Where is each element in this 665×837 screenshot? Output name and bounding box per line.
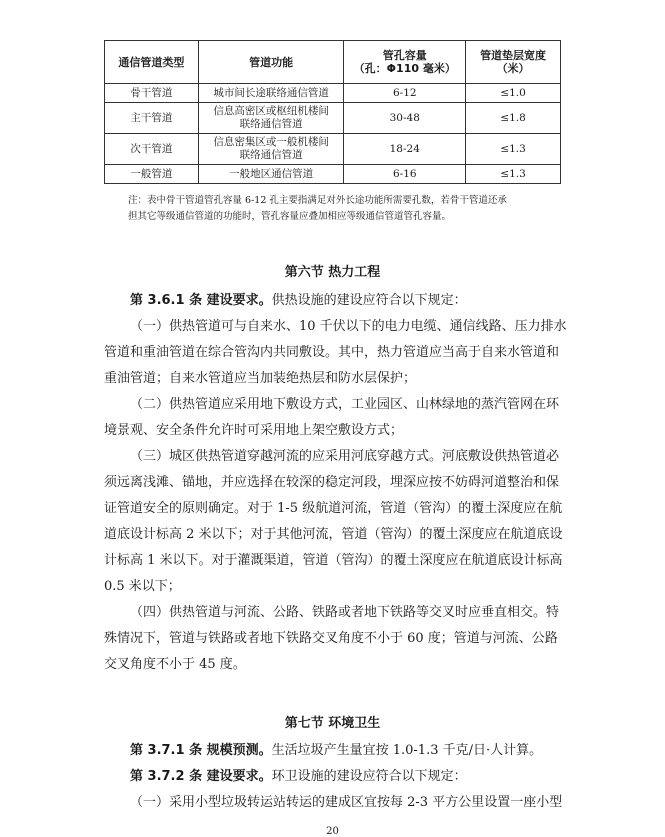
text-line: （一）采用小型垃圾转运站转运的建成区宜按每 2-3 平方公里设置一座小型 bbox=[130, 795, 563, 810]
cell-type: 次干管道 bbox=[105, 134, 199, 165]
text-line: 殊情况下，管道与铁路或者地下铁路交叉角度不小于 60 度；管道与河流、公路 bbox=[104, 631, 558, 646]
table-header-row bbox=[105, 41, 561, 84]
cell-function: 信息密集区或一般机楼间 联络通信管道 bbox=[198, 134, 344, 165]
article-text: 供热设施的建设应符合以下规定： bbox=[271, 293, 467, 308]
paragraph-1 bbox=[104, 314, 570, 392]
text-line: 0.5 米以下； bbox=[104, 579, 181, 594]
note-line: 担其它等级通信管道的功能时，管孔容量应叠加相应等级通信管道管孔容量。 bbox=[128, 211, 452, 222]
cell-type: 一般管道 bbox=[105, 165, 199, 184]
page-number: 20 bbox=[326, 826, 339, 837]
paragraph-4 bbox=[104, 600, 570, 678]
section-heading: 第七节 环境卫生 bbox=[284, 716, 381, 731]
section-heading: 第六节 热力工程 bbox=[284, 265, 381, 280]
article-heading: 第 3.7.1 条 规模预测。 bbox=[130, 743, 272, 758]
cell-type: 主干管道 bbox=[105, 103, 199, 134]
text-line: （一）供热管道可与自来水、10 千伏以下的电力电缆、通信线路、压力排水 bbox=[130, 319, 567, 334]
article-heading: 第 3.6.1 条 建设要求。 bbox=[130, 293, 272, 308]
cell-function: 城市间长途联络通信管道 bbox=[198, 84, 344, 103]
article-text: 生活垃圾产生量宜按 1.0-1.3 千克/日·人计算。 bbox=[271, 743, 543, 758]
table-row bbox=[105, 103, 561, 134]
text-line: 证管道安全的原则确定。对于 1-5 级航道河流，管道（管沟）的覆土深度应在航 bbox=[104, 501, 563, 516]
table-row bbox=[105, 134, 561, 165]
cell-width: ≤1.8 bbox=[466, 103, 561, 134]
table-row bbox=[105, 165, 561, 184]
text-line: （三）城区供热管道穿越河流的应采用河底穿越方式。河底敷设供热管道必 bbox=[130, 449, 560, 464]
cell-capacity: 6-16 bbox=[344, 165, 466, 184]
article-3-7-1 bbox=[104, 738, 570, 764]
paragraph-env-1 bbox=[104, 790, 570, 816]
note-line: 注：表中骨干管道管孔容量 6-12 孔主要指满足对外长途功能所需要孔数，若骨干管道还承 bbox=[128, 195, 507, 206]
paragraph-2 bbox=[104, 392, 570, 444]
cell-width: ≤1.3 bbox=[466, 165, 561, 184]
table-row bbox=[105, 84, 561, 103]
cell-capacity: 18-24 bbox=[344, 134, 466, 165]
header-width: 管道垫层宽度 （米） bbox=[466, 41, 561, 84]
paragraph-3 bbox=[104, 444, 570, 600]
article-3-6-1 bbox=[104, 288, 570, 314]
cell-width: ≤1.3 bbox=[466, 134, 561, 165]
article-text: 环卫设施的建设应符合以下规定： bbox=[271, 769, 467, 784]
table-note bbox=[128, 193, 568, 225]
text-line: （二）供热管道应采用地下敷设方式，工业园区、山林绿地的蒸汽管网在环 bbox=[130, 397, 560, 412]
cell-function: 一般地区通信管道 bbox=[198, 165, 344, 184]
text-line: 重油管道；自来水管道应当加装绝热层和防水层保护； bbox=[104, 371, 417, 386]
header-type: 通信管道类型 bbox=[105, 41, 199, 84]
text-line: （四）供热管道与河流、公路、铁路或者地下铁路等交叉时应垂直相交。特 bbox=[130, 605, 560, 620]
article-3-7-2 bbox=[104, 764, 570, 790]
text-line: 道底设计标高 2 米以下；对于其他河流，管道（管沟）的覆土深度应在航道底设 bbox=[104, 527, 563, 542]
cell-capacity: 6-12 bbox=[344, 84, 466, 103]
cell-type: 骨干管道 bbox=[105, 84, 199, 103]
pipe-spec-table bbox=[104, 40, 561, 184]
text-line: 管道和重油管道在综合管沟内共同敷设。其中，热力管道应当高于自来水管道和 bbox=[104, 345, 560, 360]
cell-function: 信息高密区或枢纽机楼间 联络通信管道 bbox=[198, 103, 344, 134]
cell-width: ≤1.0 bbox=[466, 84, 561, 103]
text-line: 计标高 1 米以下。对于灌溉渠道，管道（管沟）的覆土深度应在航道底设计标高 bbox=[104, 553, 563, 568]
text-line: 须远离浅滩、锚地，并应选择在较深的稳定河段，埋深应按不妨碍河道整治和保 bbox=[104, 475, 560, 490]
text-line: 境景观、安全条件允许时可采用地上架空敷设方式； bbox=[104, 423, 404, 438]
text-line: 交叉角度不小于 45 度。 bbox=[104, 657, 246, 672]
cell-capacity: 30-48 bbox=[344, 103, 466, 134]
header-capacity: 管孔容量 （孔：Φ110 毫米） bbox=[344, 41, 466, 84]
article-heading: 第 3.7.2 条 建设要求。 bbox=[130, 769, 272, 784]
header-function: 管道功能 bbox=[198, 41, 344, 84]
